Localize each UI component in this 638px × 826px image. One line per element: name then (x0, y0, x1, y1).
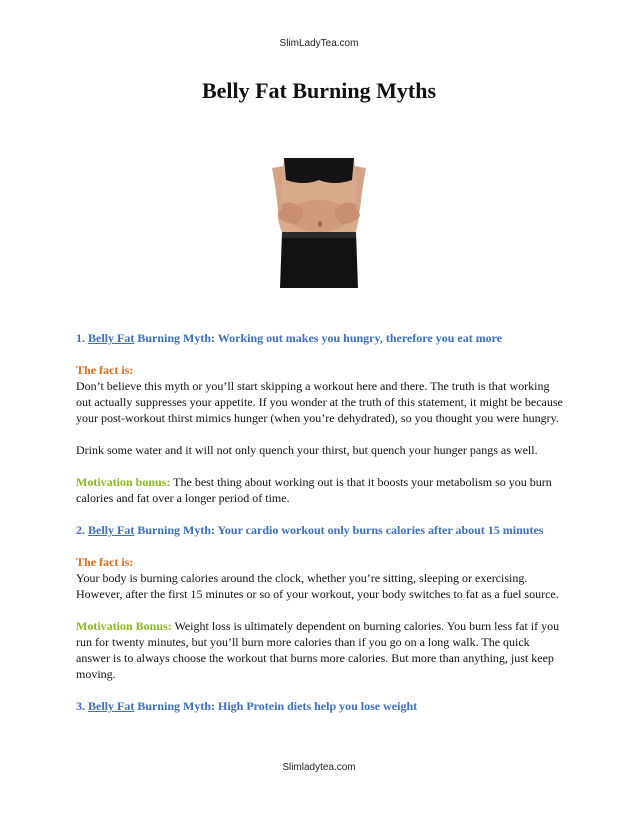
section-heading-2: 2. Belly Fat Burning Myth: Your cardio workout only burns calories after about 15 minutes (76, 523, 544, 537)
fact-label-1: The fact is: (76, 363, 134, 377)
belly-fat-link[interactable]: Belly Fat (88, 331, 135, 345)
section-heading-1: 1. Belly Fat Burning Myth: Working out makes you hungry, therefore you eat more (76, 331, 503, 345)
belly-fat-link[interactable]: Belly Fat (88, 699, 135, 713)
bonus-1: Motivation bonus: The best thing about working out is that it boosts your metabolism so you burn calories and fat over a longer period of time. (76, 475, 552, 505)
fact-text-1: Don’t believe this myth or you’ll start skipping a workout here and there. The truth is that working out actually suppresses your appetite. If you wonder at the truth of this statement, it might be because your post-workout thirst mimics hunger (when you’re dehydrated), so you thought you were hungry. (76, 379, 563, 425)
page-header: SlimLadyTea.com (279, 38, 359, 49)
page-footer: Slimladytea.com (282, 762, 356, 773)
fact-label-2: The fact is: (76, 555, 134, 569)
article-content (76, 330, 566, 714)
extra-text-1: Drink some water and it will not only quench your thirst, but quench your hunger pangs as well. (76, 443, 538, 457)
belly-photo (262, 158, 376, 288)
bonus-2: Motivation Bonus: Weight loss is ultimately dependent on burning calories. You burn less fat if you run for twenty minutes, but you’ll burn more calories than if you go on a long walk. The quick answer is to always choose the workout that burns more calories. But more than anything, just keep moving. (76, 619, 560, 681)
section-heading-3: 3. Belly Fat Burning Myth: High Protein diets help you lose weight (76, 699, 418, 713)
fact-text-2: Your body is burning calories around the clock, whether you’re sitting, sleeping or exercising. However, after the first 15 minutes or so of your workout, your body switches to fat as a fuel source. (76, 571, 559, 601)
page-title: Belly Fat Burning Myths (201, 78, 437, 103)
belly-fat-link[interactable]: Belly Fat (88, 523, 135, 537)
